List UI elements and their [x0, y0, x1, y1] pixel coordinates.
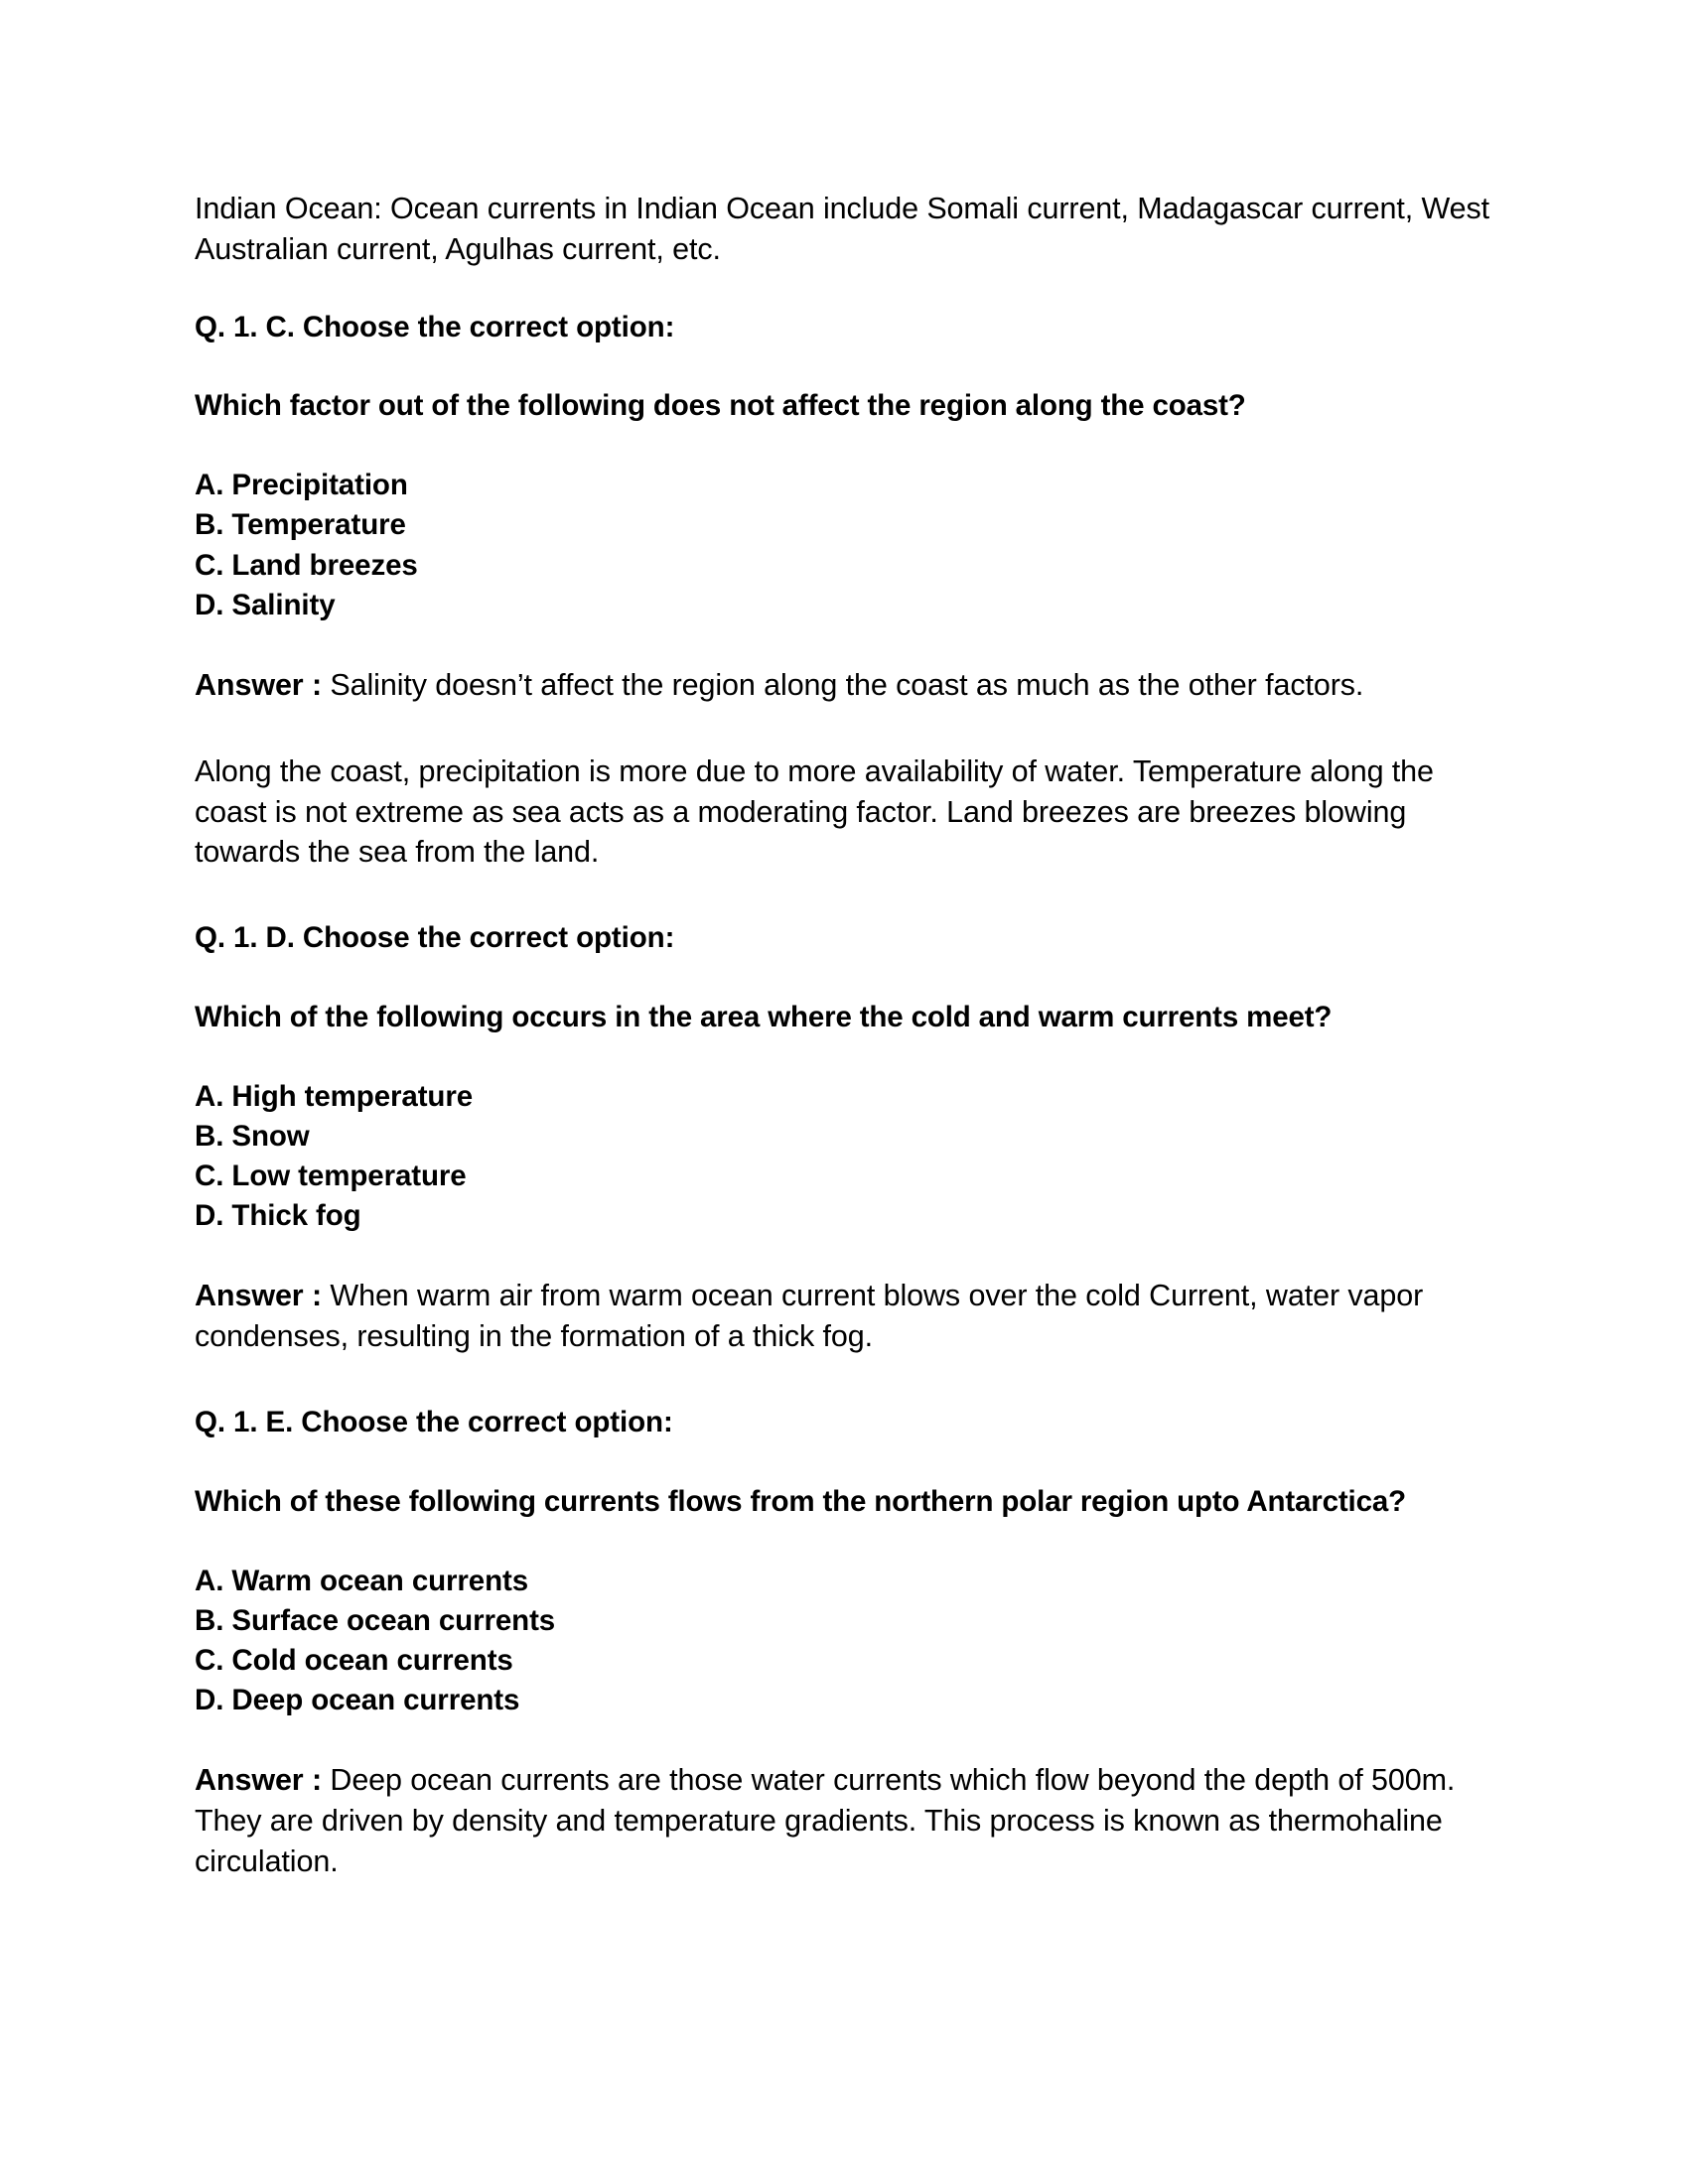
section-q1c	[195, 308, 1503, 874]
section-heading-q1d: Q. 1. D. Choose the correct option:	[195, 921, 675, 955]
option-item[interactable]: C. Land breezes	[195, 548, 418, 582]
option-item[interactable]: D. Salinity	[195, 588, 336, 621]
options-list-q1d	[195, 1077, 1503, 1236]
answer-block-q1c	[195, 665, 1503, 706]
option-item[interactable]: A. High temperature	[195, 1079, 474, 1113]
option-item[interactable]: C. Low temperature	[195, 1160, 467, 1193]
option-item[interactable]: A. Warm ocean currents	[195, 1564, 529, 1597]
answer-text: Salinity doesn’t affect the region along the coast as much as the other factors.	[330, 667, 1364, 702]
options-list-q1c	[195, 466, 1503, 624]
intro-paragraph: Indian Ocean: Ocean currents in Indian Ocean include Somali current, Madagascar current, West Australian current, Agulhas current, etc.	[195, 192, 1490, 266]
section-q1e	[195, 1403, 1503, 1882]
question-text-q1d: Which of the following occurs in the area where the cold and warm currents meet?	[195, 1000, 1333, 1033]
option-item[interactable]: D. Deep ocean currents	[195, 1683, 520, 1716]
option-item[interactable]: D. Thick fog	[195, 1199, 361, 1233]
explanation-paragraph-q1c: Along the coast, precipitation is more due to more availability of water. Temperature along the coast is not extreme as sea acts as a moderating factor. Land breezes are breezes blowing towards the sea from the land.	[195, 753, 1434, 870]
answer-block-q1d	[195, 1276, 1503, 1357]
options-list-q1e	[195, 1562, 1503, 1720]
option-item[interactable]: B. Snow	[195, 1119, 310, 1153]
option-item[interactable]: B. Temperature	[195, 508, 406, 542]
answer-label: Answer :	[195, 1763, 323, 1798]
question-text-q1e: Which of these following currents flows from the northern polar region upto Antarctica?	[195, 1484, 1406, 1518]
section-q1d	[195, 918, 1503, 1357]
section-heading-q1c: Q. 1. C. Choose the correct option:	[195, 310, 675, 343]
answer-label: Answer :	[195, 667, 323, 702]
answer-text: Deep ocean currents are those water currents which flow beyond the depth of 500m. They are driven by density and temperature gradients. This process is known as thermohaline circulation.	[195, 1763, 1456, 1878]
option-item[interactable]: C. Cold ocean currents	[195, 1643, 513, 1677]
question-text-q1c: Which factor out of the following does not affect the region along the coast?	[195, 389, 1246, 423]
answer-block-q1e	[195, 1760, 1503, 1882]
document-content	[195, 189, 1503, 1882]
section-heading-q1e: Q. 1. E. Choose the correct option:	[195, 1406, 673, 1438]
option-item[interactable]: A. Precipitation	[195, 469, 408, 502]
option-item[interactable]: B. Surface ocean currents	[195, 1603, 556, 1637]
answer-text: When warm air from warm ocean current blows over the cold Current, water vapor condenses, resulting in the formation of a thick fog.	[195, 1279, 1424, 1354]
answer-label: Answer :	[195, 1279, 323, 1313]
